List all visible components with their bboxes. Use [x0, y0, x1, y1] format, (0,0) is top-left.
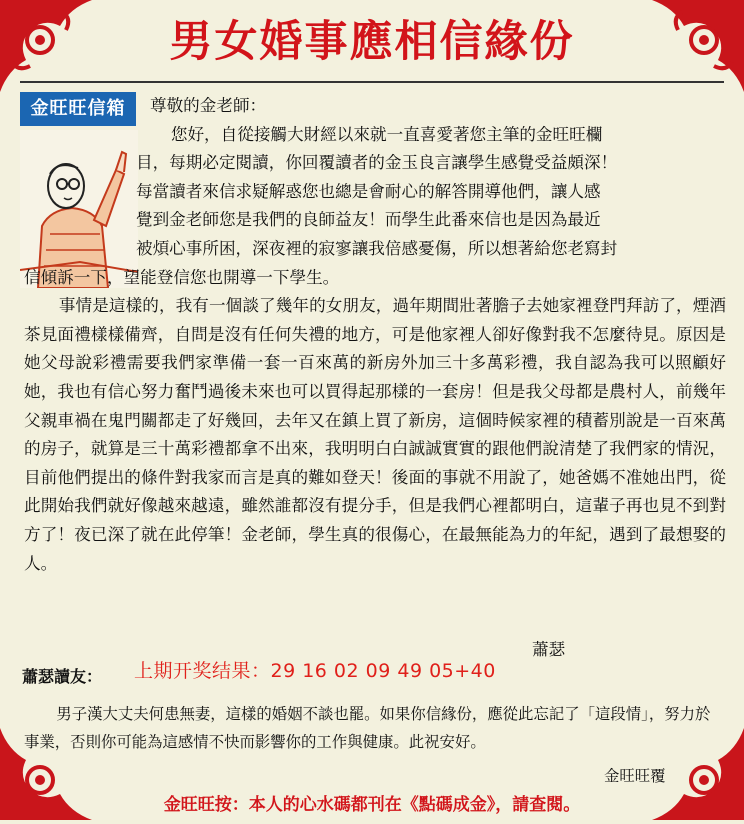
reader-letter [24, 92, 726, 578]
footer-note: 金旺旺按：本人的心水碼都刊在《點碼成金》，請查閱。 [163, 795, 581, 815]
reply-addressee: 蕭瑟讀友： [22, 667, 103, 686]
page-title: 男女婚事應相信緣份 [169, 17, 575, 67]
letter-paragraph-1-line-4: 覺到金老師您是我們的良師益友！而學生此番來信也是因為最近 [136, 210, 601, 230]
title-divider [20, 81, 724, 83]
letter-paragraph-1-line-6: 信傾訴一下，望能登信您也開導一下學生。 [24, 267, 340, 287]
letter-paragraph-1-line-1: 您好，自從接觸大財經以來就一直喜愛著您主筆的金旺旺欄 [170, 124, 603, 144]
letter-paragraph-1-line-5: 被煩心事所困，深夜裡的寂寥讓我倍感憂傷，所以想著給您老寫封 [136, 238, 618, 258]
letter-signature: 蕭瑟 [532, 640, 566, 659]
letter-paragraph-2: 事情是這樣的，我有一個談了幾年的女朋友，過年期間壯著膽子去她家裡登門拜訪了，煙酒茶見面禮樣樣備齊，自問是沒有任何失禮的地方，可是他家裡人卻好像對我不怎麼待見。原因是她父母說彩禮需要我們家準備一套一百來萬的新房外加三十多萬彩禮，我自認為我可以照顧好她，我也有信心努力奮鬥過後未來也可以買得起那樣的一套房！但是我父母都是農村人，前幾年父親車禍在鬼門關都走了好幾回，去年又在鎮上買了新房，這個時候家裡的積蓄別說是一百來萬的房子，就算是三十萬彩禮都拿不出來，我明明白白誠誠實實的跟他們說清楚了我們家的情況，目前他們提出的條件對我家而言是真的難如登天！後面的事就不用說了，她爸媽不准她出門，從此開始我們就好像越來越遠，雖然誰都沒有提分手，但是我們心裡都明白，這輩子再也見不到對方了！夜已深了就在此停筆！金老師，學生真的很傷心，在最無能為力的年紀，遇到了最想娶的人。 [24, 296, 726, 573]
letter-paragraph-1-line-2: 目，每期必定閱讀，你回覆讀者的金玉良言讓學生感覺受益頗深！ [136, 153, 618, 173]
mailbox-label: 金旺旺信箱 [20, 92, 136, 126]
reply-signature: 金旺旺覆 [604, 767, 666, 785]
letter-paragraph-1-line-3: 每當讀者來信求疑解惑您也總是會耐心的解答開導他們，讓人感 [136, 181, 601, 201]
lottery-results-banner: 上期开奖结果：29 16 02 09 49 05+40 [134, 660, 496, 682]
editor-reply: 男子漢大丈夫何患無妻，這樣的婚姻不談也罷。如果你信緣份，應從此忘記了「這段情」，努力於事業，否則你可能為這感情不快而影響你的工作與健康。此祝安好。 [24, 705, 711, 751]
letter-salutation: 尊敬的金老師： [150, 96, 267, 115]
